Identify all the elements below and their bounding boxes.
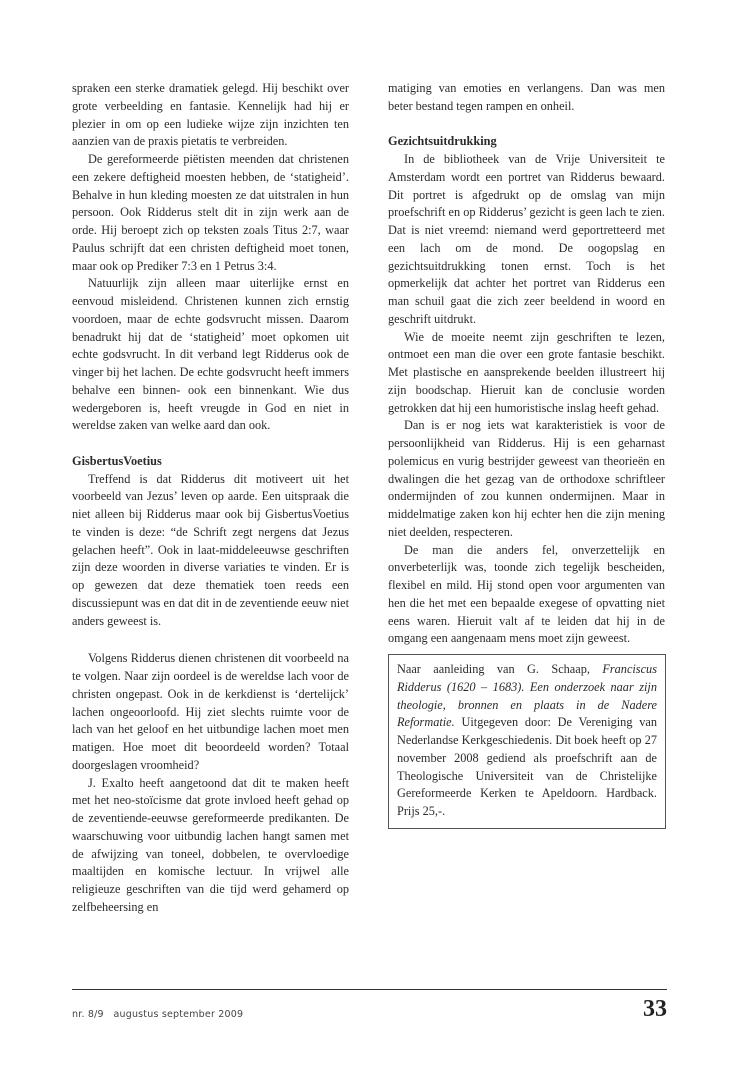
section-heading: GisbertusVoetius — [72, 453, 162, 468]
section-heading: Gezichtsuitdrukking — [388, 134, 497, 149]
paragraph: Volgens Ridderus dienen christenen dit voorbeeld na te volgen. Naar zijn oordeel is de wereldse lach voor de christen ongepast. Ook in de kerkdienst is ‘dertelijck’ lachen ongeoorloofd. Hij ziet slechts ruimte voor de lach van het geloof en het uitbundige lachen moet men matigen. Hoe moet dit beoordeeld worden? Totaal doorgeslagen vroomheid? — [72, 651, 349, 772]
paragraph: Natuurlijk zijn alleen maar uiterlijke ernst en eenvoud misleidend. Christenen kunnen zich ernstig voordoen, maar de echte godsvrucht missen. Daarom benadrukt hij dat de ‘statigheid’ moet opkomen uit echte godsvrucht. In dit verband legt Ridderus ook de vinger bij het lachen. De echte godsvrucht heeft immers behalve een binnen- ook een binnenkant. Wie dus wedergeboren is, heeft vreugde in God en niet in wereldse zaken van welke aard dan ook. — [72, 276, 349, 433]
box-intro: Naar aanleiding van G. Schaap, — [397, 662, 603, 676]
footer-issue — [72, 1009, 243, 1020]
paragraph: J. Exalto heeft aangetoond dat dit te maken heeft met het neo-stoïcisme dat grote invloed heeft gehad op de zeventiende-eeuwse gereformeerde predikanten. De waarschuwing voor uitbundig lachen hangt samen met de afwijzing van toneel, dobbelen, te overvloedige maaltijden en komische lectuur. In vrijwel alle religieuze geschriften van die tijd werd gehamerd op zelfbeheersing en — [72, 775, 349, 914]
paragraph: Dan is er nog iets wat karakteristiek is voor de persoonlijkheid van Ridderus. Hij is een geharnast polemicus en vurig bestrijder geweest van theorieën en dwalingen die het gezag van de orthodoxe schriftleer ondermijnden of zou kunnen ondermijnen. Maar in middelmatige zaken kon hij echter hen die zijn mening niet deelden, respecteren. — [388, 418, 665, 539]
right-column — [388, 80, 665, 829]
paragraph: Treffend is dat Ridderus dit motiveert uit het voorbeeld van Jezus’ leven op aarde. Een uitspraak die niet alleen bij Ridderus maar ook bij GisbertusVoetius te vinden is deze: “de Schrift zegt nergens dat Jezus gelachen heeft”. Ook in laat-middeleeuwse geschriften zijn deze woorden in diverse variaties te vinden. Er is op gewezen dat deze thematiek toen reeds een discussiepunt was en dat dit in de zeventiende eeuw niet anders geweest is. — [72, 471, 349, 628]
left-column — [72, 80, 349, 917]
page-number: 33 — [643, 996, 667, 1022]
book-title: Franciscus Ridderus (1620 – 1683). Een onderzoek naar zijn theologie, bronnen en plaats in de Nadere Reformatie. — [397, 662, 657, 730]
box-details: Uitgegeven door: De Vereniging van Nederlandse Kerkgeschiedenis. Dit boek heeft op 27 november 2008 gediend als proefschrift aan de Theologische Universiteit van de Christelijke Gereformeerde Kerken te Apeldoorn. Hardback. Prijs 25,-. — [397, 715, 657, 818]
paragraph: Wie de moeite neemt zijn geschriften te lezen, ontmoet een man die over een grote fantasie beschikt. Met plastische en aansprekende beelden illustreert hij zijn boodschap. Hieruit kan de conclusie worden getrokken dat hij een humoristische inslag heeft gehad. — [388, 329, 665, 415]
paragraph: In de bibliotheek van de Vrije Universiteit te Amsterdam wordt een portret van Ridderus bewaard. Dit portret is afgedrukt op de omslag van mijn proefschrift en op Ridderus’ gezicht is geen lach te zien. Dat is niet vreemd: niemand werd geportretteerd met een lach om de mond. De oogopslag en gezichtsuitdrukking tonen ernst. Toch is het opmerkelijk dat achter het portret van Ridderus een man schuil gaat die zich zeer beeldend in woord en geschrift uitdrukt. — [388, 152, 665, 326]
book-info-box — [388, 654, 666, 829]
issue-date: augustus september 2009 — [113, 1009, 244, 1020]
paragraph: spraken een sterke dramatiek gelegd. Hij beschikt over grote verbeelding en fantasie. Kennelijk had hij er plezier in om op een ludieke wijze zijn inzichten ten aanzien van de praxis pietatis te verbreiden. — [72, 81, 349, 149]
paragraph: matiging van emoties en verlangens. Dan was men beter bestand tegen rampen en onheil. — [388, 81, 665, 113]
paragraph: De man die anders fel, onverzettelijk en onverbeterlijk was, toonde zich tegelijk bescheiden, flexibel en mild. Hij stond open voor argumenten van hen die het met een bepaalde exegese of opvatting niet eens waren. Hieruit valt af te leiden dat hij in de omgang een aangenaam mens moet zijn geweest. — [388, 542, 665, 646]
paragraph: De gereformeerde piëtisten meenden dat christenen een zekere deftigheid moesten hebben, de ‘statigheid’. Behalve in hun kleding moesten ze dat uitstralen in hun persoon. Ook Ridderus stelt dit in zijn werk aan de orde. Hij beroept zich op teksten zoals Titus 2:7, waar Paulus schrijft dat een christen deftigheid moet tonen, maar ook op Prediker 7:3 en 1 Petrus 3:4. — [72, 152, 349, 273]
footer-divider — [72, 989, 667, 990]
issue-number: nr. 8/9 — [72, 1009, 104, 1020]
